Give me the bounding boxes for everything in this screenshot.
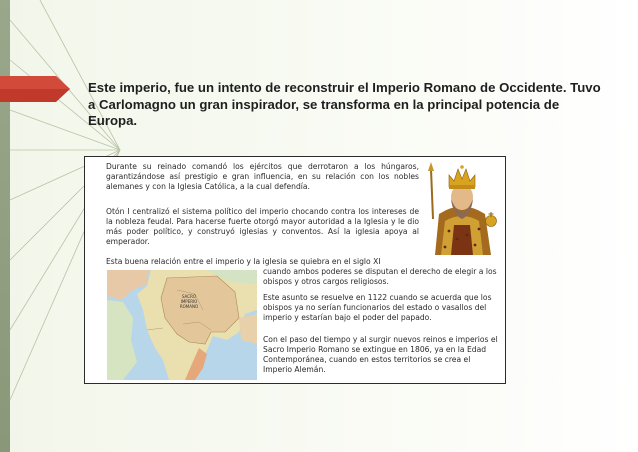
paragraph-1122: Este asunto se resuelve en 1122 cuando se acuerda que los obispos ya no serían funcionarios del estado o vasallos del imperio y estarían bajo el poder del papado.	[263, 293, 492, 322]
emperor-portrait	[421, 159, 503, 255]
paragraph-relation-rest: cuando ambos poderes se disputan el derecho de elegir a los obispos y otros cargos religiosos.	[263, 267, 497, 286]
map-label-romano: ROMANO	[179, 304, 199, 309]
paragraph-oton: Otón I centralizó el sistema político del imperio chocando contra los intereses de la nobleza feudal. Para hacerse fuerte otorgó mayor autoridad a la Iglesia y le dio más poder político, y construyó iglesias y conventos. Así la iglesia apoya al emperador.	[106, 207, 419, 246]
content-image-frame	[84, 156, 506, 384]
map-label-sacro: SACRO	[182, 294, 196, 299]
paragraph-1806: Con el paso del tiempo y al surgir nuevos reinos e imperios el Sacro Imperio Romano se extingue en 1806, ya en la Edad Contemporánea, cuando en estos territorios se crea el Imperio Alemán.	[263, 335, 498, 374]
paragraph-relation-line: Esta buena relación entre el imperio y la iglesia se quiebra en el siglo XI	[106, 257, 381, 266]
map-label-imperio: IMPERIO	[180, 299, 198, 304]
red-arrow-marker	[0, 76, 70, 102]
slide-title: Este imperio, fue un intento de reconstruir el Imperio Romano de Occidente. Tuvo a Carlomagno un gran inspirador, se transforma en la principal potencia de Europa.	[88, 80, 601, 128]
paragraph-reign: Durante su reinado comandó los ejércitos que derrotaron a los húngaros, garantizándose así prestigio e gran influencia, en su relación con los nobles alemanes y con la Iglesia Católica, a la cual defendía.	[106, 162, 419, 191]
empire-map	[107, 270, 257, 380]
